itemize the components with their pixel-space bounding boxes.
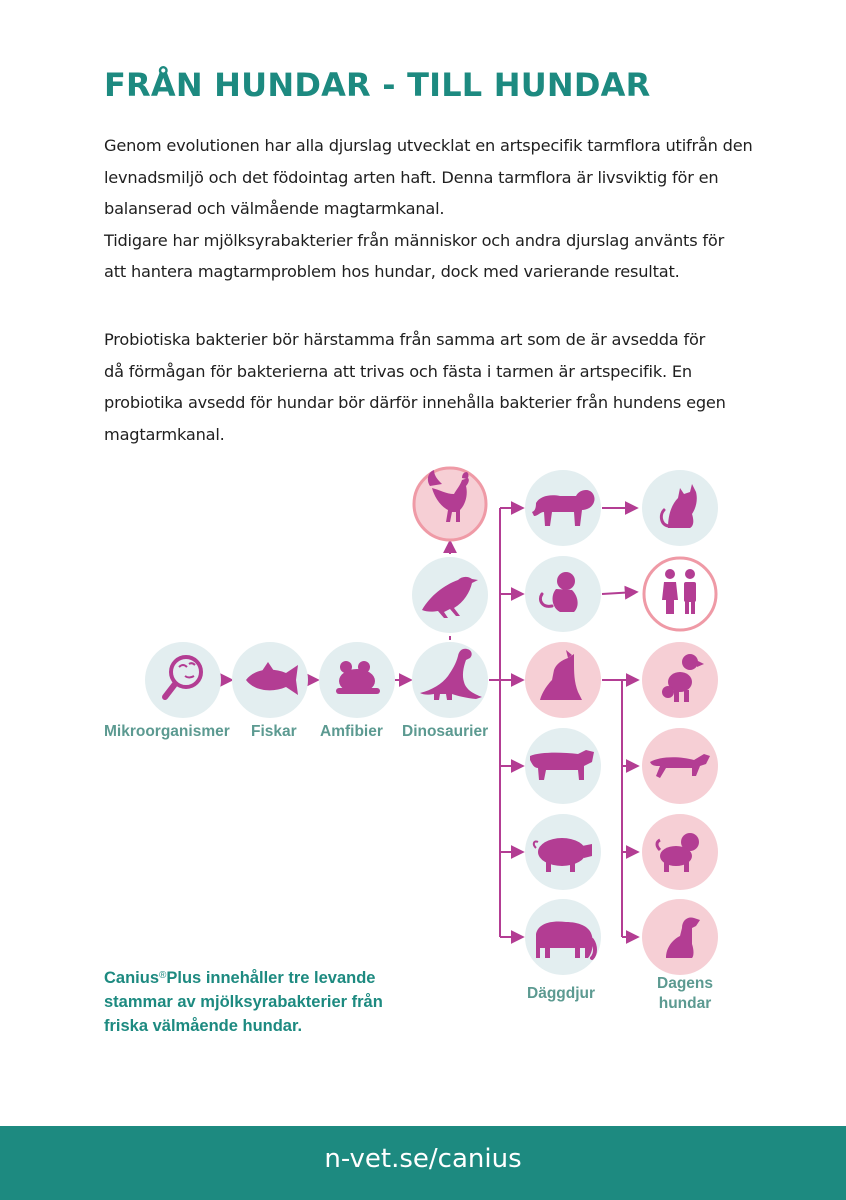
paragraph-line: magtarmkanal. xyxy=(104,424,225,444)
brand-name: Canius xyxy=(104,969,160,987)
paragraph-line: Probiotiska bakterier bör härstamma från samma art som de är avsedda för xyxy=(104,330,706,349)
label-dinosaurs: Dinosaurier xyxy=(402,723,489,740)
paragraph-line: att hantera magtarmproblem hos hundar, dock med varierande resultat. xyxy=(104,262,680,282)
label-microorganisms: Mikroorganismer xyxy=(104,723,230,740)
label-mammals: Däggdjur xyxy=(527,985,596,1002)
canius-statement xyxy=(104,964,424,1038)
label-dogs-today-line2: hundar xyxy=(658,995,712,1012)
label-dogs-today-line1: Dagens xyxy=(657,975,713,992)
label-amphibians: Amfibier xyxy=(320,723,383,740)
paragraph-line: probiotika avsedd för hundar bör därför innehålla bakterier från hundens egen xyxy=(104,393,726,413)
canius-line-1-text: Plus innehåller tre levande xyxy=(166,969,376,987)
label-fish: Fiskar xyxy=(251,723,297,740)
canius-line-2: stammar av mjölksyrabakterier från xyxy=(104,993,383,1011)
canius-line-3: friska välmående hundar. xyxy=(104,1017,303,1035)
paragraph-line: då förmågan för bakterierna att trivas och fästa i tarmen är artspecifik. En xyxy=(104,361,692,381)
paragraph-line: Genom evolutionen har alla djurslag utvecklat en artspecifik tarmflora utifrån den xyxy=(104,136,753,155)
page-title: FRÅN HUNDAR - TILL HUNDAR xyxy=(104,66,651,104)
canius-line-1 xyxy=(104,964,424,990)
paragraph-line: Tidigare har mjölksyrabakterier från människor och andra djurslag använts för xyxy=(104,230,725,250)
registered-mark: ® xyxy=(159,970,167,981)
paragraph-line: levnadsmiljö och det födointag arten haft. Denna tarmflora är livsviktig för en xyxy=(104,167,719,187)
footer-bar xyxy=(0,1126,846,1200)
paragraph-line: balanserad och välmående magtarmkanal. xyxy=(104,199,445,219)
footer-url-link[interactable]: n-vet.se/canius xyxy=(324,1144,522,1174)
node-circles xyxy=(145,468,718,975)
